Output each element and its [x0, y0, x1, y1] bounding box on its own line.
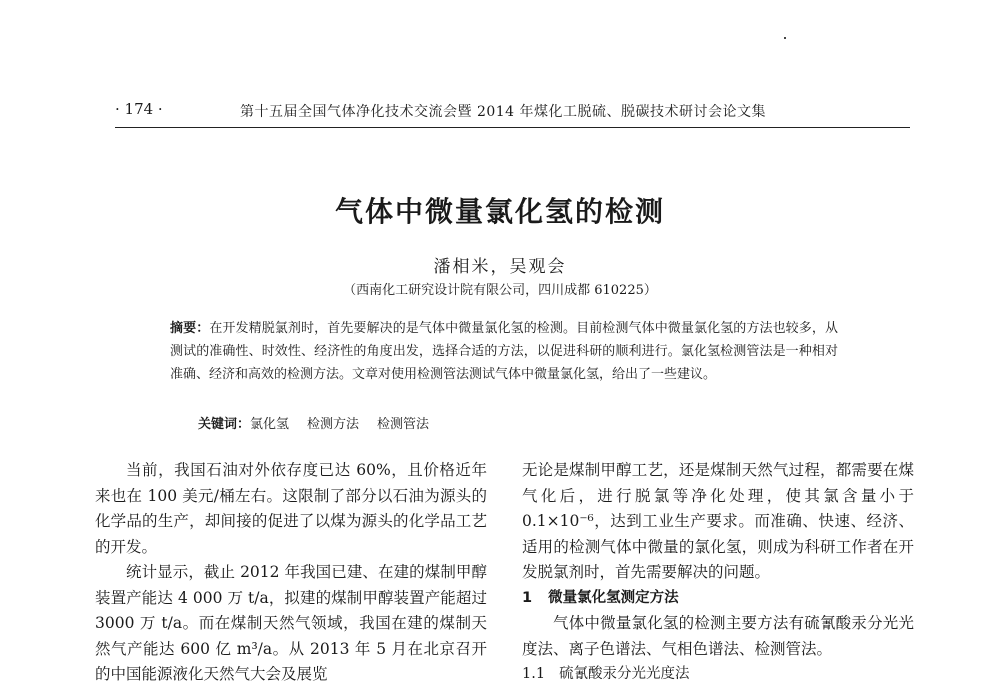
scan-speck: [784, 37, 786, 39]
abstract-label: 摘要：: [170, 321, 210, 336]
section-number: 1: [522, 589, 533, 606]
body-paragraph: 气体中微量氯化氢的检测主要方法有硫氰酸汞分光光度法、离子色谱法、气相色谱法、检测管法。: [522, 614, 914, 658]
paper-title: 气体中微量氯化氢的检测: [334, 195, 665, 228]
paper-affiliation: （西南化工研究设计院有限公司，四川成都 610225）: [343, 283, 657, 298]
keyword: 检测管法: [377, 417, 430, 432]
section-heading: [522, 586, 914, 612]
abstract-text: 在开发精脱氯剂时，首先要解决的是气体中微量氯化氢的检测。目前检测气体中微量氯化氢的方法也较多，从测试的准确性、时效性、经济性的角度出发，选择合适的方法，以促进科研的顺利进行。氯化氢检测管法是一种相对准确、经济和高效的检测方法。文章对使用检测管法测试气体中微量氯化氢，给出了一些建议。: [170, 321, 838, 382]
body-column-right: [522, 458, 914, 688]
body-paragraph: 统计显示，截止 2012 年我国已建、在建的煤制甲醇装置产能达 4 000 万 t/a，拟建的煤制甲醇装置产能超过 3000 万 t/a。而在煤制天然气领域，我国在建的煤制天然气产能达 600 亿 m³/a。从 2013 年 5 月在北京召开的中国能源液化天然气大会及展览: [95, 563, 487, 683]
paper-authors: 潘相米，吴观会: [433, 257, 567, 277]
keyword: 氯化氢: [250, 417, 290, 432]
body-paragraph: 当前，我国石油对外依存度已达 60%，且价格近年来也在 100 美元/桶左右。这限制了部分以石油为源头的化学品的生产，却间接的促进了以煤为源头的化学品工艺的开发。: [95, 461, 487, 556]
body-paragraph: 无论是煤制甲醇工艺，还是煤制天然气过程，都需要在煤气化后，进行脱氯等净化处理，使其氯含量小于 0.1×10⁻⁶，达到工业生产要求。而准确、快速、经济、适用的检测气体中微量的氯化氢，则成为科研工作者在开发脱氯剂时，首先需要解决的问题。: [522, 461, 914, 581]
keyword: 检测方法: [307, 417, 360, 432]
abstract: [170, 317, 838, 386]
body-column-left: [95, 458, 487, 688]
subsection-title: 硫氰酸汞分光光度法: [559, 666, 690, 682]
page-number: · 174 ·: [115, 100, 163, 118]
keywords: [198, 413, 447, 432]
keywords-label: 关键词：: [198, 417, 251, 432]
subsection-number: 1.1: [522, 666, 546, 682]
running-header: [115, 100, 910, 128]
header-rule: [115, 127, 910, 128]
running-title: 第十五届全国气体净化技术交流会暨 2014 年煤化工脱硫、脱碳技术研讨会论文集: [240, 104, 767, 120]
section-title: 微量氯化氢测定方法: [548, 589, 679, 606]
